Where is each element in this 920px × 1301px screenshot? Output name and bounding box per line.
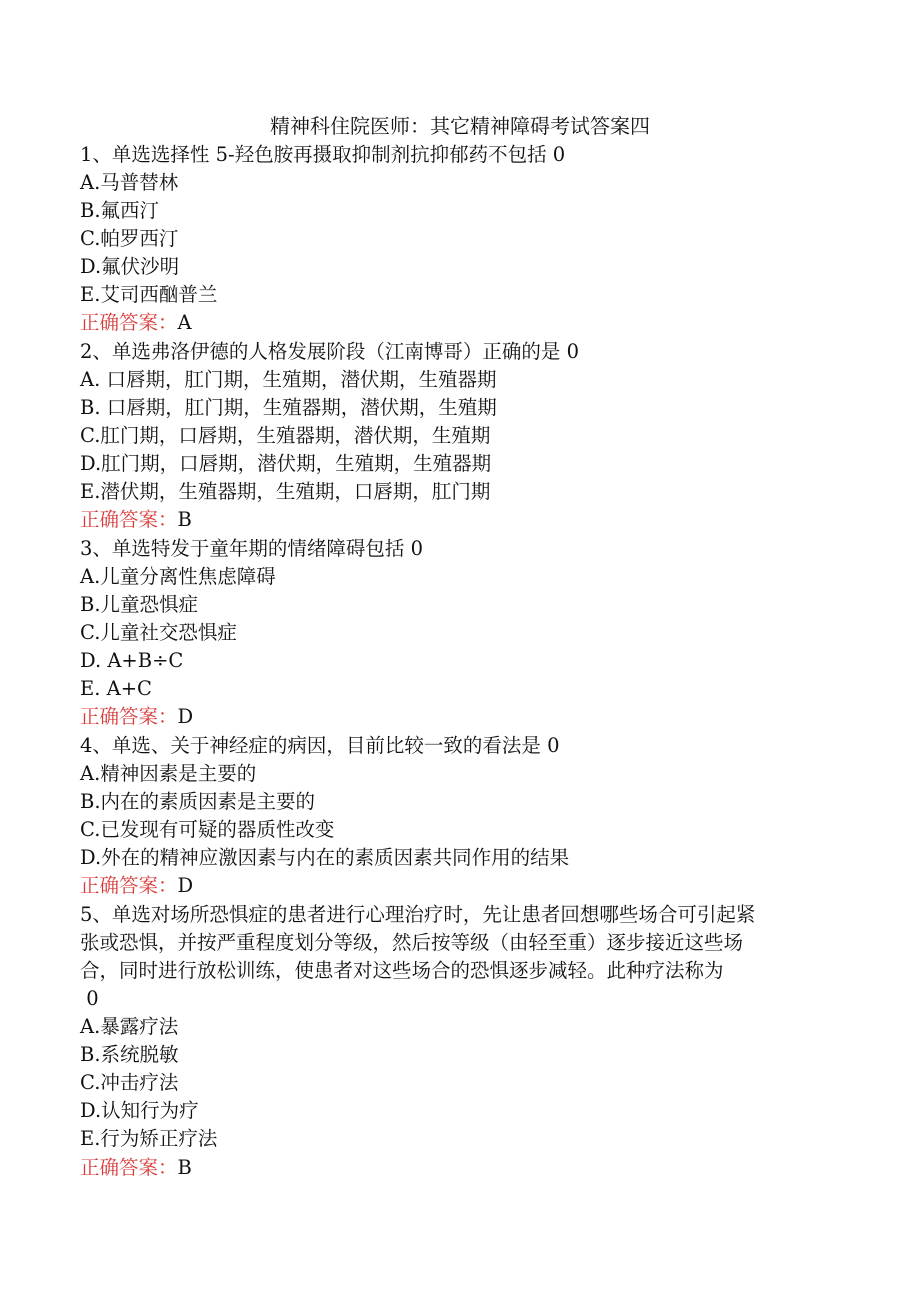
question-5-stem-line-2: 张或恐惧，并按严重程度划分等级，然后按等级（由轻至重）逐步接近这些场 <box>80 931 744 954</box>
question-2-option-d: D.肛门期，口唇期，潜伏期，生殖期，生殖器期 <box>80 452 492 475</box>
question-5-option-b: B.系统脱敏 <box>80 1043 179 1066</box>
question-4-answer <box>80 872 193 900</box>
question-5-option-d: D.认知行为疗 <box>80 1099 199 1122</box>
question-2-option-c: C.肛门期，口唇期，生殖器期，潜伏期，生殖期 <box>80 424 491 447</box>
answer-value: B <box>177 508 192 531</box>
document-title: 精神科住院医师：其它精神障碍考试答案四 <box>270 114 650 138</box>
answer-value: D <box>177 705 194 728</box>
answer-label: 正确答案： <box>80 874 178 897</box>
answer-value: A <box>177 311 192 334</box>
question-4-option-b: B.内在的素质因素是主要的 <box>80 790 316 813</box>
question-3-option-e: E. A+C <box>80 677 152 700</box>
question-4-option-c: C.已发现有可疑的器质性改变 <box>80 818 335 841</box>
question-5-answer <box>80 1154 192 1182</box>
answer-label: 正确答案： <box>80 508 178 531</box>
question-5-stem-line-4: 0 <box>80 987 99 1010</box>
question-3-answer <box>80 703 193 731</box>
question-1-option-d: D.氟伏沙明 <box>80 255 180 278</box>
answer-label: 正确答案： <box>80 311 178 334</box>
question-1-answer <box>80 309 192 337</box>
answer-value: B <box>177 1156 192 1179</box>
question-5-option-c: C.冲击疗法 <box>80 1071 179 1094</box>
question-5-stem-line-3: 合，同时进行放松训练，使患者对这些场合的恐惧逐步减轻。此种疗法称为 <box>80 959 724 982</box>
question-5-option-a: A.暴露疗法 <box>80 1015 179 1038</box>
answer-label: 正确答案： <box>80 1156 178 1179</box>
question-3-option-c: C.儿童社交恐惧症 <box>80 621 237 644</box>
question-2-option-a: A. 口唇期，肛门期，生殖期，潜伏期，生殖器期 <box>80 368 497 391</box>
question-4-stem: 4、单选、关于神经症的病因，目前比较一致的看法是 0 <box>80 734 560 757</box>
answer-label: 正确答案： <box>80 705 178 728</box>
question-3-stem: 3、单选特发于童年期的情绪障碍包括 0 <box>80 537 424 560</box>
question-2-option-e: E.潜伏期，生殖器期，生殖期，口唇期，肛门期 <box>80 480 491 503</box>
question-3-option-a: A.儿童分离性焦虑障碍 <box>80 565 276 588</box>
question-3-option-d: D. A+B÷C <box>80 649 184 672</box>
question-1-stem: 1、单选选择性 5-羟色胺再摄取抑制剂抗抑郁药不包括 0 <box>80 143 566 166</box>
question-4-option-d: D.外在的精神应激因素与内在的素质因素共同作用的结果 <box>80 846 570 869</box>
question-4-option-a: A.精神因素是主要的 <box>80 762 257 785</box>
question-2-stem: 2、单选弗洛伊德的人格发展阶段（江南博哥）正确的是 0 <box>80 340 580 363</box>
question-1-option-e: E.艾司西酗普兰 <box>80 283 218 306</box>
question-1-option-b: B.氟西汀 <box>80 199 160 222</box>
question-5-stem-line-1: 5、单选对场所恐惧症的患者进行心理治疗时，先让患者回想哪些场合可引起紧 <box>80 903 756 926</box>
question-1-option-c: C.帕罗西汀 <box>80 227 179 250</box>
question-1-option-a: A.马普替林 <box>80 171 179 194</box>
question-5-option-e: E.行为矫正疗法 <box>80 1127 218 1150</box>
question-3-option-b: B.儿童恐惧症 <box>80 593 199 616</box>
question-2-option-b: B. 口唇期，肛门期，生殖器期，潜伏期，生殖期 <box>80 396 497 419</box>
question-2-answer <box>80 506 192 534</box>
answer-value: D <box>177 874 194 897</box>
